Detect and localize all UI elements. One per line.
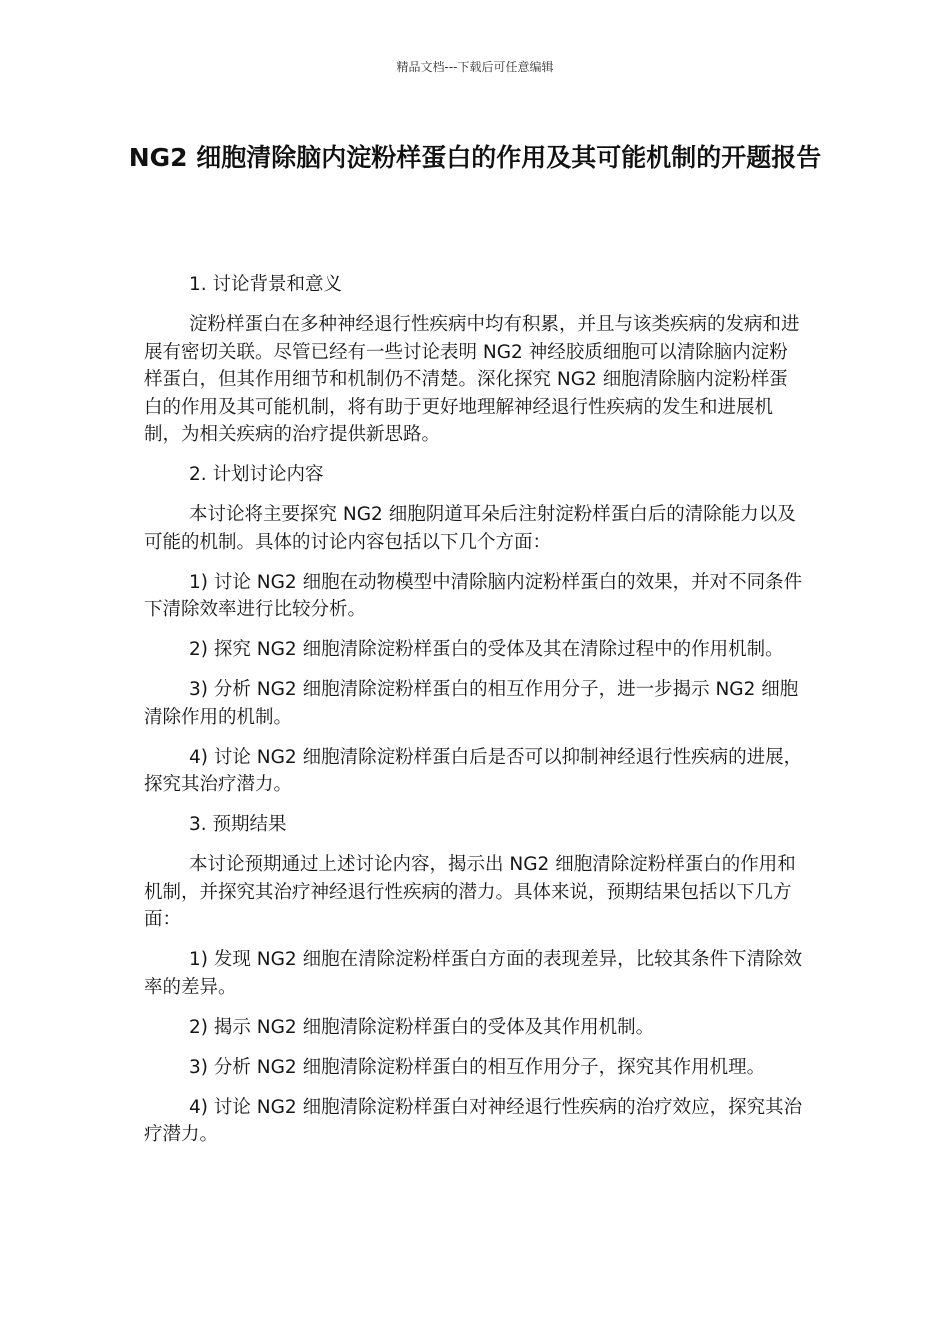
list-item-plan-2: 2) 探究 NG2 细胞清除淀粉样蛋白的受体及其在清除过程中的作用机制。	[189, 639, 784, 660]
paragraph-background: 淀粉样蛋白在多种神经退行性疾病中均有积累，并且与该类疾病的发病和进展有密切关联。尽管已经有一些讨论表明 NG2 神经胶质细胞可以清除脑内淀粉样蛋白，但其作用细节和机制仍不清楚。深化探究 NG2 细胞清除脑内淀粉样蛋白的作用及其可能机制，将有助于更好地理解神经退行性疾病的发生和进展机制，为相关疾病的治疗提供新思路。	[144, 314, 800, 445]
list-item-expected-1: 1) 发现 NG2 细胞在清除淀粉样蛋白方面的表现差异，比较其条件下清除效率的差异。	[144, 949, 803, 998]
list-item-expected-4: 4) 讨论 NG2 细胞清除淀粉样蛋白对神经退行性疾病的治疗效应，探究其治疗潜力。	[144, 1096, 803, 1145]
list-item-plan-3: 3) 分析 NG2 细胞清除淀粉样蛋白的相互作用分子，进一步揭示 NG2 细胞清除作用的机制。	[144, 679, 799, 728]
paragraph-plan-intro: 本讨论将主要探究 NG2 细胞阴道耳朵后注射淀粉样蛋白后的清除能力以及可能的机制。具体的讨论内容包括以下几个方面：	[144, 504, 796, 553]
header-note: 精品文档---下载后可任意编辑	[396, 60, 554, 74]
list-item-expected-2: 2) 揭示 NG2 细胞清除淀粉样蛋白的受体及其作用机制。	[189, 1016, 655, 1038]
paragraph-expected-intro: 本讨论预期通过上述讨论内容，揭示出 NG2 细胞清除淀粉样蛋白的作用和机制，并探究其治疗神经退行性疾病的潜力。具体来说，预期结果包括以下几方面：	[144, 854, 796, 930]
section-heading-plan: 2. 计划讨论内容	[189, 464, 324, 485]
document-body	[144, 271, 806, 1161]
document-title: NG2 细胞清除脑内淀粉样蛋白的作用及其可能机制的开题报告	[128, 143, 822, 172]
list-item-plan-4: 4) 讨论 NG2 细胞清除淀粉样蛋白后是否可以抑制神经退行性疾病的进展，探究其治疗潜力。	[144, 746, 803, 795]
list-item-plan-1: 1) 讨论 NG2 细胞在动物模型中清除脑内淀粉样蛋白的效果，并对不同条件下清除效率进行比较分析。	[144, 571, 803, 620]
section-heading-expected: 3. 预期结果	[189, 814, 287, 835]
list-item-expected-3: 3) 分析 NG2 细胞清除淀粉样蛋白的相互作用分子，探究其作用机理。	[189, 1056, 766, 1078]
section-heading-background: 1. 讨论背景和意义	[189, 274, 343, 295]
